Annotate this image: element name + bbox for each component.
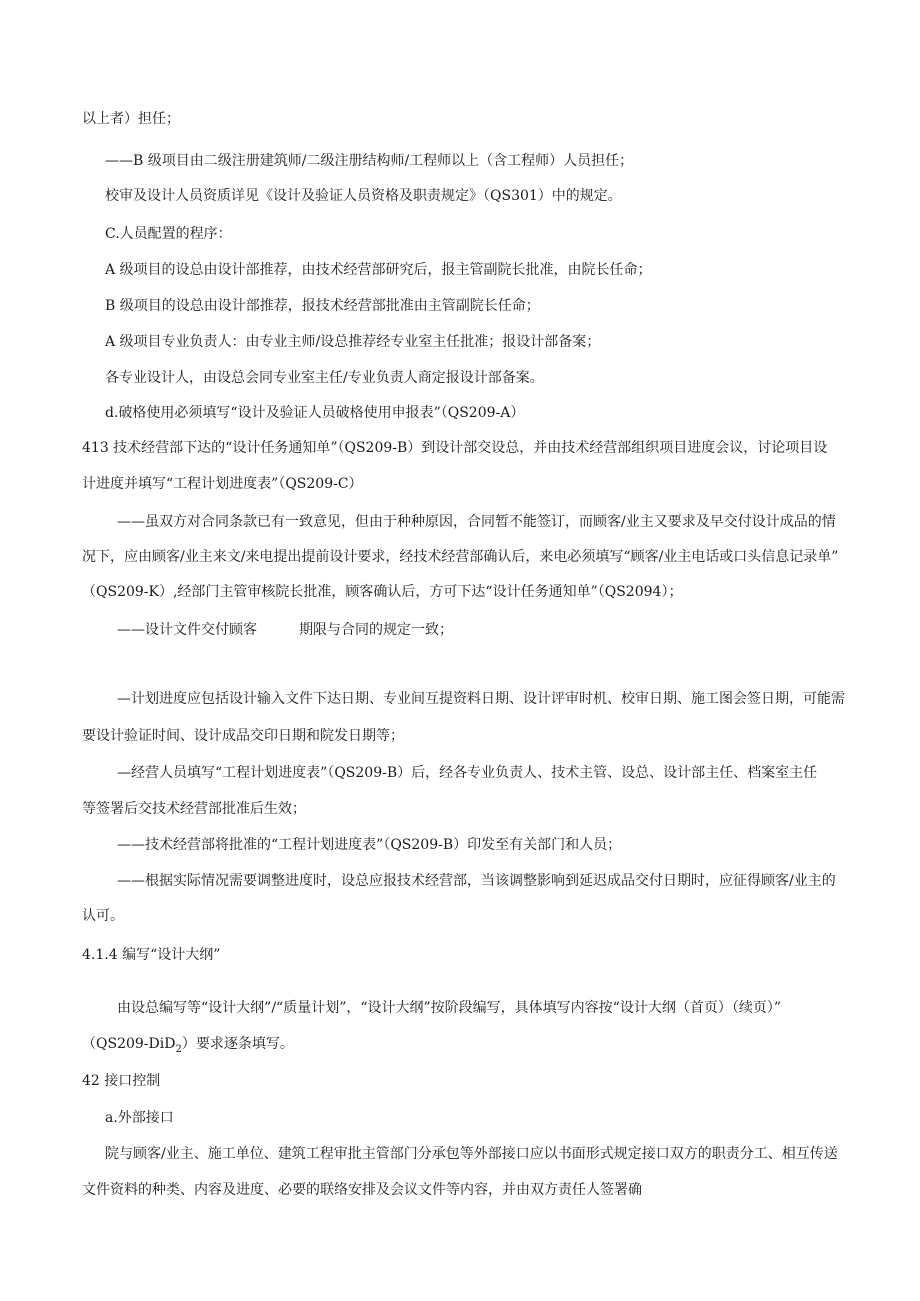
text-line: 413 技术经营部下达的“设计任务通知单”（QS209-B）到设计部交设总，并由技术经营部组织项目进度会议，讨论项目设 [82,440,828,456]
text-line: 各专业设计人，由设总会同专业室主任/专业负责人商定报设计部备案。 [105,370,544,386]
section-heading: 4.1.4 编写“设计大纲” [82,947,221,963]
text-line: C.人员配置的程序： [105,226,232,242]
text-line: A 级项目专业负责人：由专业主师/设总推荐经专业室主任批准；报设计部备案； [105,334,601,350]
text-line: 由设总编写等“设计大纲”/“质量计划”，“设计大纲”按阶段编写，具体填写内容按“设计大纲（首页）（续页）” [117,1000,781,1016]
text-line: 况下，应由顾客/业主来文/来电提出提前设计要求，经技术经营部确认后，来电必须填写“顾客/业主电话或口头信息记录单” [82,549,839,565]
text-line: —经营人员填写“工程计划进度表”（QS209-B）后，经各专业负责人、技术主管、设总、设计部主任、档案室主任 [117,765,818,781]
text-line: d.破格使用必须填写“设计及验证人员破格使用申报表”（QS209-A） [105,405,525,421]
section-heading: 42 接口控制 [82,1073,161,1089]
text-line [82,1034,294,1060]
text-line: A 级项目的设总由设计部推荐，由技术经营部研究后，报主管副院长批准，由院长任命； [105,262,652,278]
text-line: 校审及设计人员资质详见《设计及验证人员资格及职责规定》（QS301）中的规定。 [105,188,622,204]
text-line: 等签署后交技术经营部批准后生效； [82,801,306,817]
text-line: ——根据实际情况需要调整进度时，设总应报技术经营部，当该调整影响到延迟成品交付日期时，应征得顾客/业主的 [117,873,836,889]
text-line: ——B 级项目由二级注册建筑师/二级注册结构师/工程师以上（含工程师）人员担任； [105,153,634,169]
text-line: 以上者）担任； [82,111,180,127]
text-line: ——设计文件交付顾客 期限与合同的规定一致； [117,622,453,638]
doc-code: （QS209-DiD [82,1036,176,1052]
text-line: ——技术经营部将批准的“工程计划进度表”（QS209-B）印发至有关部门和人员； [117,837,622,853]
text-line: 院与顾客/业主、施工单位、建筑工程审批主管部门分承包等外部接口应以书面形式规定接口双方的职责分工、相互传送 [105,1146,838,1162]
text-line: B 级项目的设总由设计部推荐，报技术经营部批准由主管副院长任命； [105,298,540,314]
text-line: ——虽双方对合同条款已有一致意见，但由于种种原因，合同暂不能签订，而顾客/业主又要求及早交付设计成品的情 [117,514,836,530]
text-line: 文件资料的种类、内容及进度、必要的联络安排及会议文件等内容，并由双方责任人签署确 [82,1182,642,1198]
text-line: 要设计验证时间、设计成品交印日期和院发日期等； [82,728,404,744]
text-line: （QS209-K）,经部门主管审核院长批准，顾客确认后，方可下达“设计任务通知单”（QS2094）； [82,584,683,600]
doc-code-subscript: 2 [175,1043,182,1055]
text-fragment: ）要求逐条填写。 [181,1036,294,1052]
text-line: —计划进度应包括设计输入文件下达日期、专业间互提资料日期、设计评审时机、校审日期、施工图会签日期，可能需 [117,691,845,707]
sub-heading: a.外部接口 [105,1110,174,1126]
text-line: 计进度并填写“工程计划进度表”（QS209-C） [82,476,363,492]
text-line: 认可。 [82,908,124,924]
